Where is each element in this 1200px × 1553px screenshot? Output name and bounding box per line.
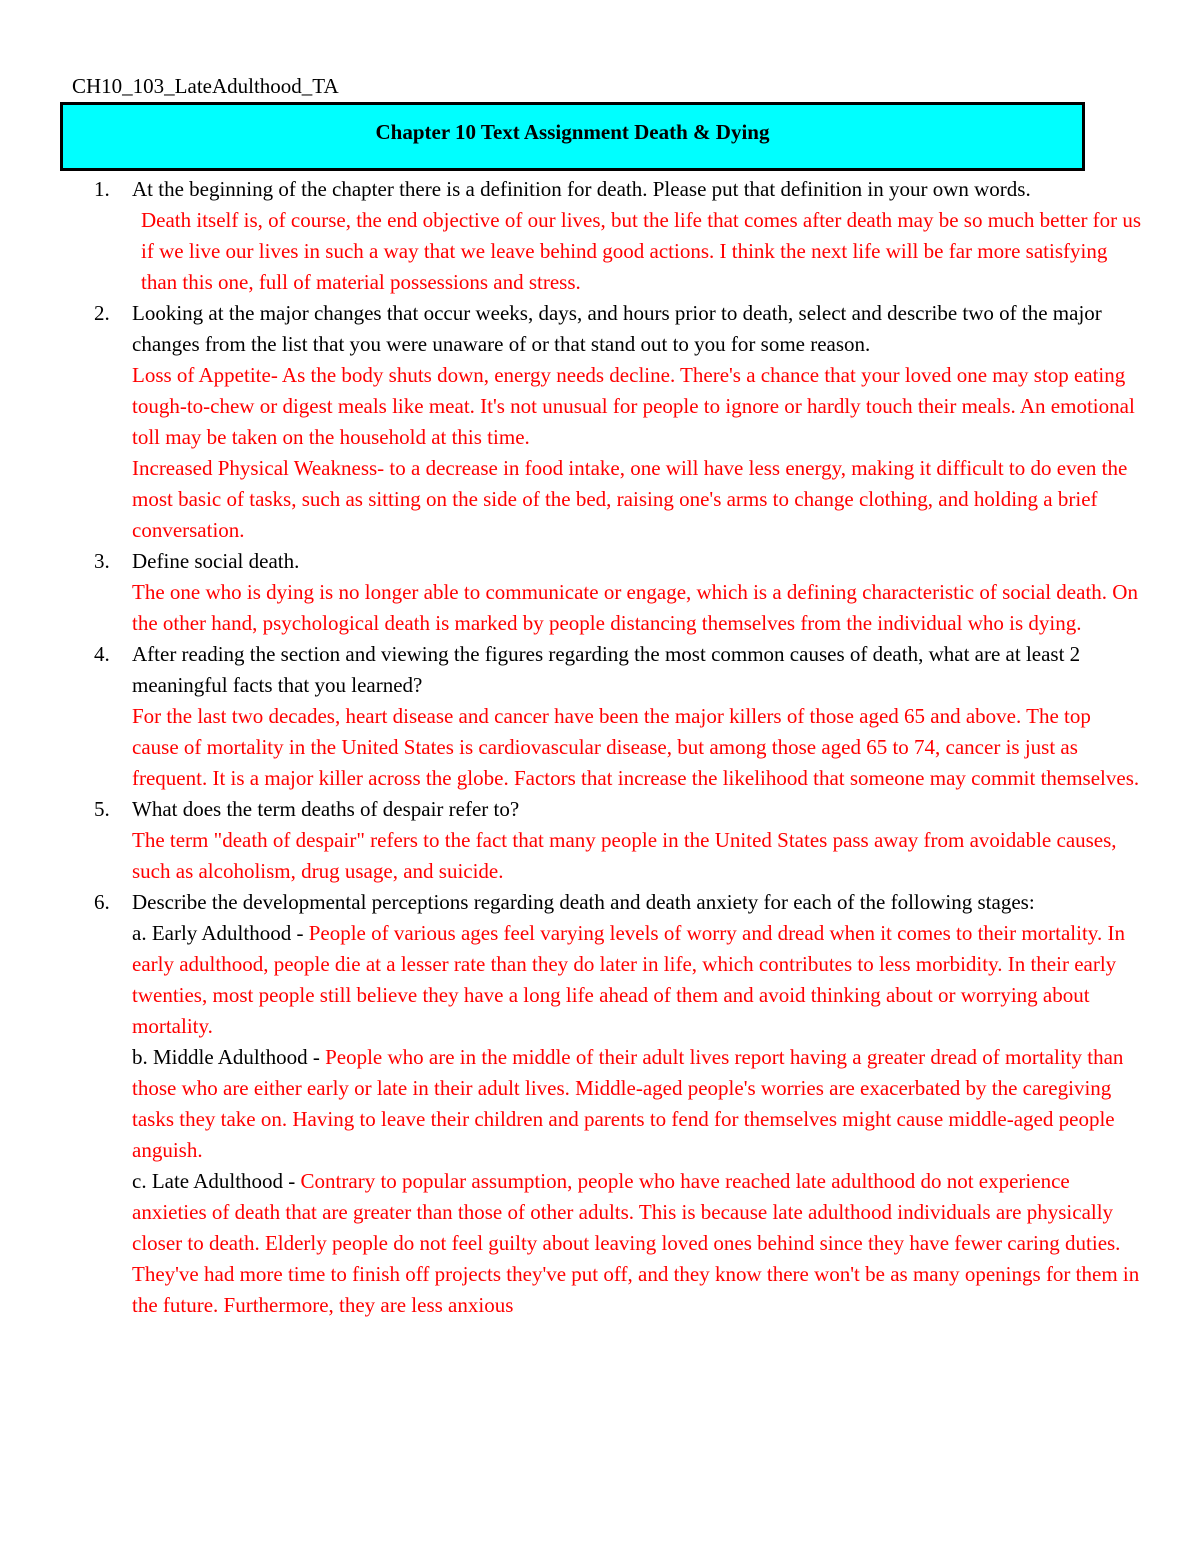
answer-text: For the last two decades, heart disease and cancer have been the major killers of those aged 65 and above. The top cause of mortality in the United States is cardiovascular disease, but among those aged 65 to 74, cancer is just as frequent. It is a major killer across the globe. Factors that increase the likelihood that someone may commit themselves. [132,704,1140,790]
question-text: Define social death. [132,549,300,573]
question-item [72,546,1142,639]
document-header-label: CH10_103_LateAdulthood_TA [72,74,339,98]
stage-label: a. Early Adulthood - [132,921,309,945]
stage-late-adulthood [132,1166,1142,1321]
stage-answer: Contrary to popular assumption, people who have reached late adulthood do not experience anxieties of death that are greater than those of other adults. This is because late adulthood individuals are physically closer to death. Elderly people do not feel guilty about leaving loved ones behind since they have fewer caring duties. They've had more time to finish off projects they've put off, and they know there won't be as many openings for them in the future. Furthermore, they are less anxious [132,1169,1140,1317]
answer-text: Death itself is, of course, the end objective of our lives, but the life that comes after death may be so much better for us if we live our lives in such a way that we leave behind good actions. I think the next life will be far more satisfying than this one, full of material possessions and stress. [141,208,1142,294]
question-number: 5. [94,797,110,821]
question-text: What does the term deaths of despair refer to? [132,797,520,821]
stage-middle-adulthood [132,1042,1142,1166]
answer-text: Loss of Appetite- As the body shuts down, energy needs decline. There's a chance that your loved one may stop eating tough-to-chew or digest meals like meat. It's not unusual for people to ignore or hardly touch their meals. An emotional toll may be taken on the household at this time. [132,363,1135,449]
stage-answer: People of various ages feel varying levels of worry and dread when it comes to their mortality. In early adulthood, people die at a lesser rate than they do later in life, which contributes to less morbidity. In their early twenties, most people still believe they have a long life ahead of them and avoid thinking about or worrying about mortality. [132,921,1125,1038]
question-text: Looking at the major changes that occur weeks, days, and hours prior to death, select and describe two of the major changes from the list that you were unaware of or that stand out to you for some reason. [132,301,1102,356]
question-number: 2. [94,301,110,325]
stage-early-adulthood [132,918,1142,1042]
document-title: Chapter 10 Text Assignment Death & Dying [375,120,770,144]
question-number: 6. [94,890,110,914]
question-item [72,794,1142,887]
title-box [60,102,1085,171]
stage-label: b. Middle Adulthood - [132,1045,326,1069]
question-text: After reading the section and viewing the figures regarding the most common causes of death, what are at least 2 meaningful facts that you learned? [132,642,1081,697]
question-item [72,298,1142,546]
stage-label: c. Late Adulthood - [132,1169,301,1193]
question-text: At the beginning of the chapter there is a definition for death. Please put that definition in your own words. [132,177,1031,201]
answer-text: Increased Physical Weakness- to a decrease in food intake, one will have less energy, making it difficult to do even the most basic of tasks, such as sitting on the side of the bed, raising one's arms to change clothing, and holding a brief conversation. [132,456,1128,542]
question-item [72,174,1142,298]
question-item [72,639,1142,794]
answer-text: The term "death of despair" refers to the fact that many people in the United States pass away from avoidable causes, such as alcoholism, drug usage, and suicide. [132,828,1117,883]
question-number: 1. [94,177,110,201]
stage-answer: People who are in the middle of their adult lives report having a greater dread of mortality than those who are either early or late in their adult lives. Middle-aged people's worries are exacerbated by the caregiving tasks they take on. Having to leave their children and parents to fend for themselves might cause middle-aged people anguish. [132,1045,1124,1162]
question-text: Describe the developmental perceptions regarding death and death anxiety for each of the following stages: [132,890,1035,914]
question-number: 3. [94,549,110,573]
question-number: 4. [94,642,110,666]
question-list [72,174,1142,1321]
question-item [72,887,1142,1321]
answer-text: The one who is dying is no longer able to communicate or engage, which is a defining characteristic of social death. On the other hand, psychological death is marked by people distancing themselves from the individual who is dying. [132,580,1138,635]
